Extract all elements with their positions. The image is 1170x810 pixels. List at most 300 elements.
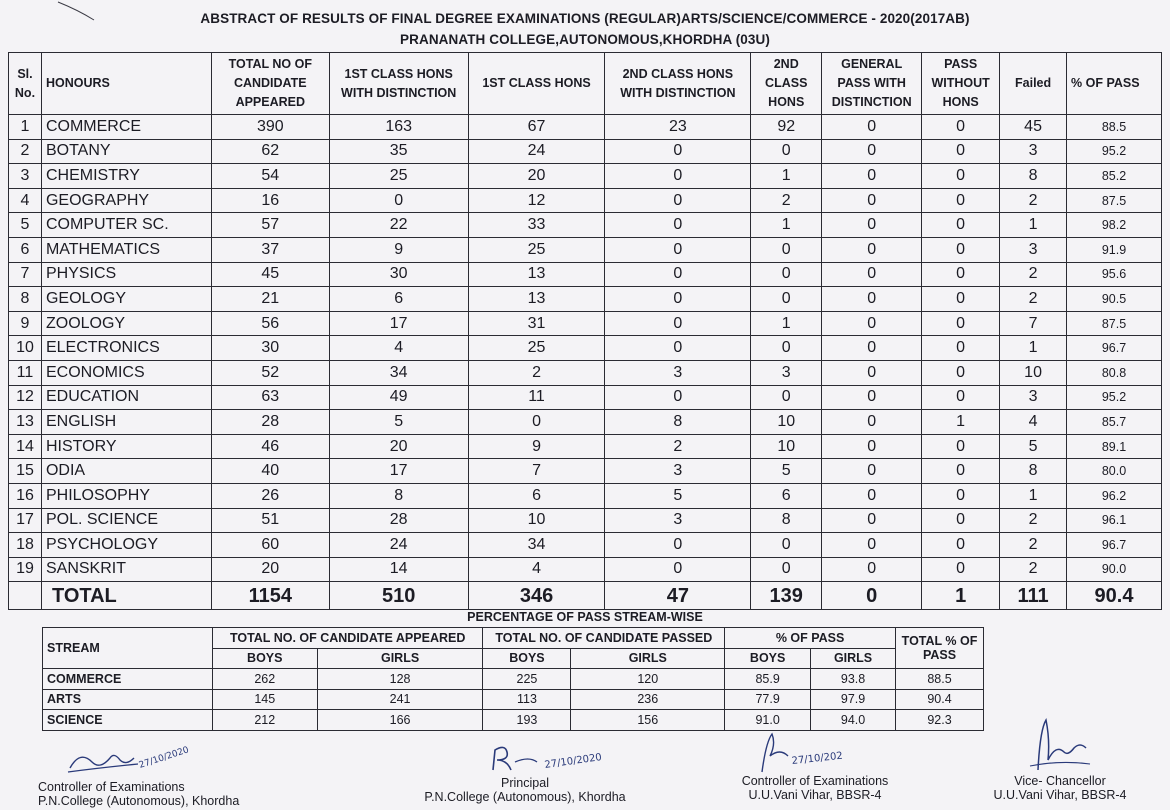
- stream-cell-passed-girls: 236: [571, 689, 725, 710]
- cell-honours: GEOLOGY: [41, 287, 211, 312]
- cell-sl-no: 18: [9, 533, 42, 558]
- total-cell-second-class: 139: [751, 582, 822, 610]
- cell-general-pass: 0: [822, 336, 922, 361]
- table-row: [9, 483, 1162, 508]
- cell-failed: 3: [1000, 237, 1067, 262]
- cell-percent-pass: 87.5: [1067, 188, 1162, 213]
- table-row: [9, 115, 1162, 140]
- table-row: [9, 410, 1162, 435]
- cell-honours: PSYCHOLOGY: [41, 533, 211, 558]
- results-header-row: [9, 53, 1162, 115]
- total-cell-first-class: 346: [468, 582, 605, 610]
- cell-second-class: 5: [751, 459, 822, 484]
- cell-second-class-distinction: 0: [605, 188, 751, 213]
- cell-general-pass: 0: [822, 434, 922, 459]
- stream-cell-passed-boys: 225: [483, 669, 571, 690]
- stream-cell-passed-boys: 193: [483, 710, 571, 731]
- cell-second-class-distinction: 0: [605, 237, 751, 262]
- cell-second-class: 0: [751, 385, 822, 410]
- stream-header-pct: % OF PASS: [725, 628, 896, 649]
- total-cell-second-class-distinction: 47: [605, 582, 751, 610]
- cell-first-class: 25: [468, 237, 605, 262]
- cell-honours: ENGLISH: [41, 410, 211, 435]
- cell-first-class: 34: [468, 533, 605, 558]
- handwritten-date: 27/10/2020: [137, 745, 191, 771]
- stream-header-appeared: TOTAL NO. OF CANDIDATE APPEARED: [212, 628, 483, 649]
- cell-second-class: 0: [751, 557, 822, 582]
- cell-honours: ODIA: [41, 459, 211, 484]
- cell-second-class-distinction: 0: [605, 557, 751, 582]
- cell-first-class: 67: [468, 115, 605, 140]
- signature-title: Controller of Examinations: [741, 774, 889, 788]
- cell-general-pass: 0: [822, 311, 922, 336]
- cell-percent-pass: 91.9: [1067, 237, 1162, 262]
- cell-total-appeared: 28: [211, 410, 329, 435]
- stream-cell-stream: COMMERCE: [43, 669, 213, 690]
- cell-first-class-distinction: 25: [329, 164, 468, 189]
- cell-sl-no: 9: [9, 311, 42, 336]
- cell-second-class: 0: [751, 533, 822, 558]
- cell-first-class: 2: [468, 360, 605, 385]
- cell-second-class: 0: [751, 139, 822, 164]
- cell-second-class-distinction: 8: [605, 410, 751, 435]
- stream-cell-stream: ARTS: [43, 689, 213, 710]
- cell-sl-no: 4: [9, 188, 42, 213]
- cell-first-class-distinction: 30: [329, 262, 468, 287]
- cell-pass-without-hons: 0: [922, 287, 1000, 312]
- stream-header-stream: STREAM: [43, 628, 213, 669]
- table-row: [9, 213, 1162, 238]
- cell-honours: ZOOLOGY: [41, 311, 211, 336]
- cell-total-appeared: 51: [211, 508, 329, 533]
- header-sl-no: Sl. No.: [9, 53, 42, 115]
- table-row: [9, 336, 1162, 361]
- cell-second-class-distinction: 0: [605, 287, 751, 312]
- signature-title: Vice- Chancellor: [1014, 774, 1106, 788]
- cell-honours: EDUCATION: [41, 385, 211, 410]
- stream-header-passed: TOTAL NO. OF CANDIDATE PASSED: [483, 628, 725, 649]
- stream-cell-passed-boys: 113: [483, 689, 571, 710]
- cell-second-class: 8: [751, 508, 822, 533]
- stream-cell-passed-girls: 156: [571, 710, 725, 731]
- cell-general-pass: 0: [822, 557, 922, 582]
- cell-pass-without-hons: 0: [922, 385, 1000, 410]
- stream-cell-appeared-girls: 166: [317, 710, 483, 731]
- cell-total-appeared: 30: [211, 336, 329, 361]
- cell-first-class: 13: [468, 287, 605, 312]
- cell-general-pass: 0: [822, 262, 922, 287]
- cell-percent-pass: 95.6: [1067, 262, 1162, 287]
- signature-block-coe-university: [700, 728, 930, 802]
- cell-sl-no: 10: [9, 336, 42, 361]
- cell-honours: CHEMISTRY: [41, 164, 211, 189]
- cell-sl-no: 3: [9, 164, 42, 189]
- table-row: [9, 459, 1162, 484]
- cell-second-class-distinction: 3: [605, 360, 751, 385]
- cell-total-appeared: 390: [211, 115, 329, 140]
- cell-first-class: 7: [468, 459, 605, 484]
- handwritten-date: 27/10/202: [791, 750, 844, 767]
- cell-pass-without-hons: 0: [922, 139, 1000, 164]
- cell-general-pass: 0: [822, 508, 922, 533]
- cell-failed: 45: [1000, 115, 1067, 140]
- cell-general-pass: 0: [822, 115, 922, 140]
- cell-percent-pass: 80.0: [1067, 459, 1162, 484]
- cell-pass-without-hons: 0: [922, 213, 1000, 238]
- cell-sl-no: 1: [9, 115, 42, 140]
- handwritten-signature-icon: [30, 738, 210, 780]
- signature-institution: U.U.Vani Vihar, BBSR-4: [748, 788, 882, 802]
- cell-failed: 2: [1000, 533, 1067, 558]
- table-row: [9, 434, 1162, 459]
- cell-second-class-distinction: 23: [605, 115, 751, 140]
- sub-girls: GIRLS: [571, 648, 725, 669]
- table-row: [9, 508, 1162, 533]
- cell-failed: 2: [1000, 188, 1067, 213]
- stream-cell-pct-girls: 93.8: [811, 669, 896, 690]
- cell-failed: 7: [1000, 311, 1067, 336]
- cell-failed: 1: [1000, 213, 1067, 238]
- cell-second-class-distinction: 2: [605, 434, 751, 459]
- cell-total-appeared: 26: [211, 483, 329, 508]
- total-cell-pass-without-hons: 1: [922, 582, 1000, 610]
- cell-failed: 8: [1000, 459, 1067, 484]
- cell-first-class-distinction: 4: [329, 336, 468, 361]
- header-honours: HONOURS: [41, 53, 211, 115]
- cell-general-pass: 0: [822, 188, 922, 213]
- cell-total-appeared: 56: [211, 311, 329, 336]
- cell-second-class-distinction: 0: [605, 533, 751, 558]
- cell-first-class-distinction: 24: [329, 533, 468, 558]
- stream-cell-pct-boys: 77.9: [725, 689, 811, 710]
- cell-second-class: 0: [751, 287, 822, 312]
- cell-second-class: 1: [751, 164, 822, 189]
- cell-pass-without-hons: 0: [922, 262, 1000, 287]
- table-row: [9, 188, 1162, 213]
- cell-failed: 10: [1000, 360, 1067, 385]
- cell-first-class: 9: [468, 434, 605, 459]
- total-cell-total-appeared: 1154: [211, 582, 329, 610]
- cell-second-class: 1: [751, 311, 822, 336]
- stream-cell-appeared-boys: 145: [212, 689, 317, 710]
- cell-first-class: 0: [468, 410, 605, 435]
- stream-cell-pct-boys: 91.0: [725, 710, 811, 731]
- cell-first-class-distinction: 20: [329, 434, 468, 459]
- cell-sl-no: 13: [9, 410, 42, 435]
- stream-body: [43, 669, 984, 731]
- stream-cell-passed-girls: 120: [571, 669, 725, 690]
- cell-sl-no: 11: [9, 360, 42, 385]
- cell-sl-no: 2: [9, 139, 42, 164]
- cell-second-class: 10: [751, 434, 822, 459]
- cell-percent-pass: 96.7: [1067, 533, 1162, 558]
- cell-first-class: 33: [468, 213, 605, 238]
- table-row: [9, 311, 1162, 336]
- cell-failed: 2: [1000, 262, 1067, 287]
- stream-cell-appeared-boys: 212: [212, 710, 317, 731]
- cell-pass-without-hons: 0: [922, 164, 1000, 189]
- total-row: [9, 582, 1162, 610]
- stream-row: [43, 689, 984, 710]
- cell-honours: GEOGRAPHY: [41, 188, 211, 213]
- table-row: [9, 385, 1162, 410]
- cell-second-class: 0: [751, 336, 822, 361]
- cell-total-appeared: 37: [211, 237, 329, 262]
- cell-percent-pass: 95.2: [1067, 385, 1162, 410]
- cell-failed: 3: [1000, 385, 1067, 410]
- cell-second-class-distinction: 0: [605, 311, 751, 336]
- cell-percent-pass: 88.5: [1067, 115, 1162, 140]
- total-cell-percent-pass: 90.4: [1067, 582, 1162, 610]
- cell-general-pass: 0: [822, 385, 922, 410]
- cell-percent-pass: 96.7: [1067, 336, 1162, 361]
- cell-honours: SANSKRIT: [41, 557, 211, 582]
- cell-pass-without-hons: 0: [922, 483, 1000, 508]
- table-row: [9, 533, 1162, 558]
- cell-percent-pass: 95.2: [1067, 139, 1162, 164]
- stream-cell-appeared-girls: 128: [317, 669, 483, 690]
- cell-failed: 1: [1000, 483, 1067, 508]
- college-subtitle: PRANANATH COLLEGE,AUTONOMOUS,KHORDHA (03U): [400, 32, 770, 47]
- cell-sl-no: 12: [9, 385, 42, 410]
- cell-first-class-distinction: 35: [329, 139, 468, 164]
- signature-block-coe-college: [30, 738, 260, 808]
- header-general-pass: GENERAL PASS WITH DISTINCTION: [822, 53, 922, 115]
- cell-first-class-distinction: 17: [329, 311, 468, 336]
- cell-general-pass: 0: [822, 410, 922, 435]
- sub-girls: GIRLS: [317, 648, 483, 669]
- cell-percent-pass: 89.1: [1067, 434, 1162, 459]
- header-first-class-distinction: 1ST CLASS HONS WITH DISTINCTION: [329, 53, 468, 115]
- cell-pass-without-hons: 0: [922, 557, 1000, 582]
- cell-percent-pass: 85.2: [1067, 164, 1162, 189]
- stream-cell-appeared-boys: 262: [212, 669, 317, 690]
- table-row: [9, 139, 1162, 164]
- signature-institution: U.U.Vani Vihar, BBSR-4: [993, 788, 1127, 802]
- cell-percent-pass: 90.5: [1067, 287, 1162, 312]
- cell-failed: 5: [1000, 434, 1067, 459]
- cell-second-class: 92: [751, 115, 822, 140]
- cell-sl-no: 7: [9, 262, 42, 287]
- cell-general-pass: 0: [822, 213, 922, 238]
- table-row: [9, 237, 1162, 262]
- cell-second-class-distinction: 0: [605, 139, 751, 164]
- cell-percent-pass: 96.1: [1067, 508, 1162, 533]
- cell-honours: COMPUTER SC.: [41, 213, 211, 238]
- cell-general-pass: 0: [822, 139, 922, 164]
- cell-percent-pass: 90.0: [1067, 557, 1162, 582]
- stream-cell-appeared-girls: 241: [317, 689, 483, 710]
- cell-failed: 4: [1000, 410, 1067, 435]
- signature-institution: P.N.College (Autonomous), Khordha: [38, 794, 240, 808]
- header-total-appeared: TOTAL NO OF CANDIDATE APPEARED: [211, 53, 329, 115]
- cell-sl-no: 19: [9, 557, 42, 582]
- cell-pass-without-hons: 0: [922, 508, 1000, 533]
- stream-header-row: [43, 628, 984, 649]
- sub-boys: BOYS: [725, 648, 811, 669]
- cell-first-class-distinction: 17: [329, 459, 468, 484]
- cell-sl-no: 8: [9, 287, 42, 312]
- cell-sl-no: 15: [9, 459, 42, 484]
- sub-girls: GIRLS: [811, 648, 896, 669]
- cell-failed: 2: [1000, 557, 1067, 582]
- cell-total-appeared: 45: [211, 262, 329, 287]
- cell-general-pass: 0: [822, 483, 922, 508]
- cell-general-pass: 0: [822, 360, 922, 385]
- cell-first-class-distinction: 0: [329, 188, 468, 213]
- cell-first-class-distinction: 163: [329, 115, 468, 140]
- cell-second-class: 6: [751, 483, 822, 508]
- handwritten-date: 27/10/2020: [543, 752, 603, 771]
- cell-percent-pass: 85.7: [1067, 410, 1162, 435]
- total-cell-honours: TOTAL: [41, 582, 211, 610]
- cell-pass-without-hons: 0: [922, 237, 1000, 262]
- header-second-class: 2ND CLASS HONS: [751, 53, 822, 115]
- cell-general-pass: 0: [822, 164, 922, 189]
- cell-second-class-distinction: 0: [605, 385, 751, 410]
- cell-total-appeared: 20: [211, 557, 329, 582]
- stream-cell-pct-girls: 94.0: [811, 710, 896, 731]
- cell-honours: POL. SCIENCE: [41, 508, 211, 533]
- total-cell-failed: 111: [1000, 582, 1067, 610]
- cell-honours: HISTORY: [41, 434, 211, 459]
- cell-honours: PHYSICS: [41, 262, 211, 287]
- table-row: [9, 287, 1162, 312]
- document-title: ABSTRACT OF RESULTS OF FINAL DEGREE EXAMINATIONS (REGULAR)ARTS/SCIENCE/COMMERCE - 2020(2017AB): [200, 11, 970, 26]
- stream-caption: PERCENTAGE OF PASS STREAM-WISE: [467, 610, 703, 624]
- cell-second-class-distinction: 0: [605, 336, 751, 361]
- cell-first-class: 20: [468, 164, 605, 189]
- cell-first-class: 4: [468, 557, 605, 582]
- cell-first-class-distinction: 9: [329, 237, 468, 262]
- cell-first-class: 24: [468, 139, 605, 164]
- cell-second-class: 2: [751, 188, 822, 213]
- cell-first-class: 25: [468, 336, 605, 361]
- stream-cell-pct-boys: 85.9: [725, 669, 811, 690]
- stream-cell-total-pct: 90.4: [896, 689, 984, 710]
- cell-first-class-distinction: 34: [329, 360, 468, 385]
- cell-sl-no: [9, 582, 42, 610]
- stream-row: [43, 669, 984, 690]
- signature-institution: P.N.College (Autonomous), Khordha: [424, 790, 626, 804]
- cell-first-class-distinction: 5: [329, 410, 468, 435]
- cell-general-pass: 0: [822, 533, 922, 558]
- signature-title: Principal: [501, 776, 549, 790]
- cell-pass-without-hons: 0: [922, 360, 1000, 385]
- cell-honours: BOTANY: [41, 139, 211, 164]
- cell-pass-without-hons: 0: [922, 533, 1000, 558]
- stream-table: [42, 627, 984, 731]
- cell-percent-pass: 87.5: [1067, 311, 1162, 336]
- cell-total-appeared: 46: [211, 434, 329, 459]
- cell-honours: ECONOMICS: [41, 360, 211, 385]
- cell-first-class: 31: [468, 311, 605, 336]
- stream-cell-stream: SCIENCE: [43, 710, 213, 731]
- cell-sl-no: 17: [9, 508, 42, 533]
- cell-total-appeared: 52: [211, 360, 329, 385]
- stream-row: [43, 710, 984, 731]
- cell-first-class: 13: [468, 262, 605, 287]
- cell-failed: 8: [1000, 164, 1067, 189]
- results-body: [9, 115, 1162, 610]
- cell-general-pass: 0: [822, 237, 922, 262]
- cell-total-appeared: 63: [211, 385, 329, 410]
- cell-failed: 3: [1000, 139, 1067, 164]
- cell-failed: 2: [1000, 287, 1067, 312]
- cell-first-class-distinction: 8: [329, 483, 468, 508]
- cell-total-appeared: 62: [211, 139, 329, 164]
- cell-second-class: 0: [751, 262, 822, 287]
- cell-total-appeared: 21: [211, 287, 329, 312]
- cell-honours: MATHEMATICS: [41, 237, 211, 262]
- cell-pass-without-hons: 0: [922, 188, 1000, 213]
- cell-first-class-distinction: 6: [329, 287, 468, 312]
- stream-cell-pct-girls: 97.9: [811, 689, 896, 710]
- header-first-class: 1ST CLASS HONS: [468, 53, 605, 115]
- cell-total-appeared: 16: [211, 188, 329, 213]
- sub-boys: BOYS: [212, 648, 317, 669]
- cell-first-class: 6: [468, 483, 605, 508]
- header-pass-without-hons: PASS WITHOUT HONS: [922, 53, 1000, 115]
- cell-first-class: 11: [468, 385, 605, 410]
- cell-sl-no: 6: [9, 237, 42, 262]
- cell-second-class-distinction: 0: [605, 262, 751, 287]
- cell-first-class-distinction: 22: [329, 213, 468, 238]
- cell-total-appeared: 54: [211, 164, 329, 189]
- cell-pass-without-hons: 0: [922, 434, 1000, 459]
- cell-second-class: 1: [751, 213, 822, 238]
- header-second-class-distinction: 2ND CLASS HONS WITH DISTINCTION: [605, 53, 751, 115]
- cell-percent-pass: 80.8: [1067, 360, 1162, 385]
- total-cell-general-pass: 0: [822, 582, 922, 610]
- cell-sl-no: 14: [9, 434, 42, 459]
- cell-first-class: 10: [468, 508, 605, 533]
- cell-honours: ELECTRONICS: [41, 336, 211, 361]
- cell-first-class-distinction: 28: [329, 508, 468, 533]
- total-cell-first-class-distinction: 510: [329, 582, 468, 610]
- cell-general-pass: 0: [822, 287, 922, 312]
- stream-cell-total-pct: 88.5: [896, 669, 984, 690]
- cell-second-class-distinction: 0: [605, 164, 751, 189]
- handwritten-signature-icon: [960, 714, 1160, 774]
- handwritten-signature-icon: [700, 728, 930, 774]
- stream-header-total-pct: TOTAL % OF PASS: [896, 628, 984, 669]
- cell-pass-without-hons: 0: [922, 311, 1000, 336]
- cell-percent-pass: 98.2: [1067, 213, 1162, 238]
- cell-pass-without-hons: 0: [922, 115, 1000, 140]
- handwritten-signature-icon: [395, 740, 655, 776]
- table-row: [9, 164, 1162, 189]
- cell-second-class-distinction: 5: [605, 483, 751, 508]
- results-table: [8, 52, 1162, 610]
- cell-percent-pass: 96.2: [1067, 483, 1162, 508]
- cell-honours: COMMERCE: [41, 115, 211, 140]
- cell-second-class: 0: [751, 237, 822, 262]
- cell-first-class-distinction: 14: [329, 557, 468, 582]
- sub-boys: BOYS: [483, 648, 571, 669]
- cell-failed: 2: [1000, 508, 1067, 533]
- signature-block-vice-chancellor: [960, 714, 1160, 802]
- signature-block-principal: [395, 740, 655, 804]
- signature-title: Controller of Examinations: [38, 780, 185, 794]
- cell-second-class-distinction: 3: [605, 508, 751, 533]
- cell-general-pass: 0: [822, 459, 922, 484]
- table-row: [9, 557, 1162, 582]
- cell-second-class: 10: [751, 410, 822, 435]
- cell-total-appeared: 40: [211, 459, 329, 484]
- cell-pass-without-hons: 0: [922, 336, 1000, 361]
- cell-first-class-distinction: 49: [329, 385, 468, 410]
